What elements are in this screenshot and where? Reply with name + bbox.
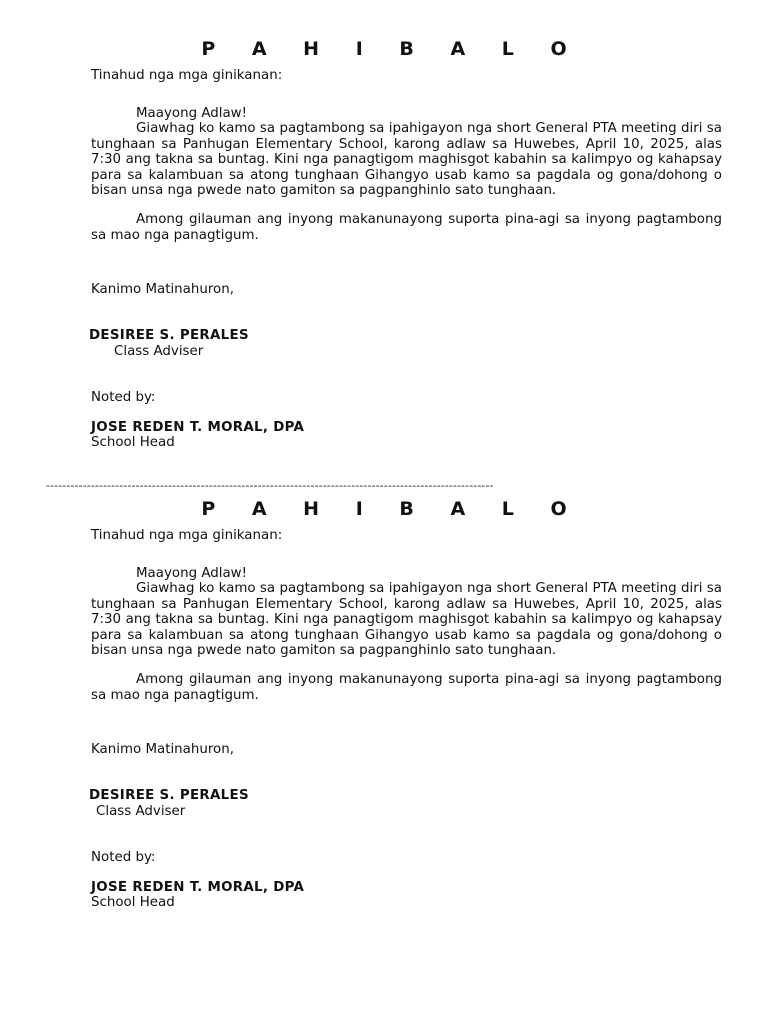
notice-title: P A H I B A L O xyxy=(201,498,582,520)
adviser-role: Class Adviser xyxy=(114,344,204,359)
notice-first xyxy=(0,38,768,450)
salutation: Tinahud nga mga ginikanan: xyxy=(91,528,283,543)
closing: Kanimo Matinahuron, xyxy=(91,282,234,297)
paragraph-invitation: Giawhag ko kamo sa pagtambong sa ipahigayon nga short General PTA meeting diri sa tunghaan sa Panhugan Elementary School, karong adlaw sa Huwebes, April 10, 2025, alas 7:30 ang takna sa buntag. Kini nga panagtigom maghisgot kabahin sa kalimpyo og kahapsay para sa kalambuan sa atong tunghaan Gihangyo usab kamo sa pagdala og gona/dohong o bisan unsa nga pwede nato gamiton sa pagpanghinlo sato tunghaan. xyxy=(91,581,722,659)
school-head-name: JOSE REDEN T. MORAL, DPA xyxy=(91,420,305,435)
adviser-role: Class Adviser xyxy=(96,804,186,819)
paragraph-invitation: Giawhag ko kamo sa pagtambong sa ipahigayon nga short General PTA meeting diri sa tunghaan sa Panhugan Elementary School, karong adlaw sa Huwebes, April 10, 2025, alas 7:30 ang takna sa buntag. Kini nga panagtigom maghisgot kabahin sa kalimpyo og kahapsay para sa kalambuan sa atong tunghaan Gihangyo usab kamo sa pagdala og gona/dohong o bisan unsa nga pwede nato gamiton sa pagpanghinlo sato tunghaan. xyxy=(91,121,722,199)
salutation: Tinahud nga mga ginikanan: xyxy=(91,68,283,83)
greeting: Maayong Adlaw! xyxy=(136,566,247,581)
paragraph-support: Among gilauman ang inyong makanunayong suporta pina-agi sa inyong pagtambong sa mao nga panagtigum. xyxy=(91,672,722,703)
cut-line-divider: -------------------------------------------------------------------------------------------------------------- xyxy=(46,481,494,491)
paragraph-support: Among gilauman ang inyong makanunayong suporta pina-agi sa inyong pagtambong sa mao nga panagtigum. xyxy=(91,212,722,243)
adviser-name: DESIREE S. PERALES xyxy=(89,788,249,803)
adviser-name: DESIREE S. PERALES xyxy=(89,328,249,343)
greeting: Maayong Adlaw! xyxy=(136,106,247,121)
noted-by-label: Noted by: xyxy=(91,850,156,865)
school-head-role: School Head xyxy=(91,895,175,910)
school-head-name: JOSE REDEN T. MORAL, DPA xyxy=(91,880,305,895)
notice-title: P A H I B A L O xyxy=(201,38,582,60)
letter-body xyxy=(91,106,722,243)
school-head-role: School Head xyxy=(91,435,175,450)
closing: Kanimo Matinahuron, xyxy=(91,742,234,757)
letter-body xyxy=(91,566,722,703)
noted-by-label: Noted by: xyxy=(91,390,156,405)
notice-second xyxy=(0,498,768,910)
